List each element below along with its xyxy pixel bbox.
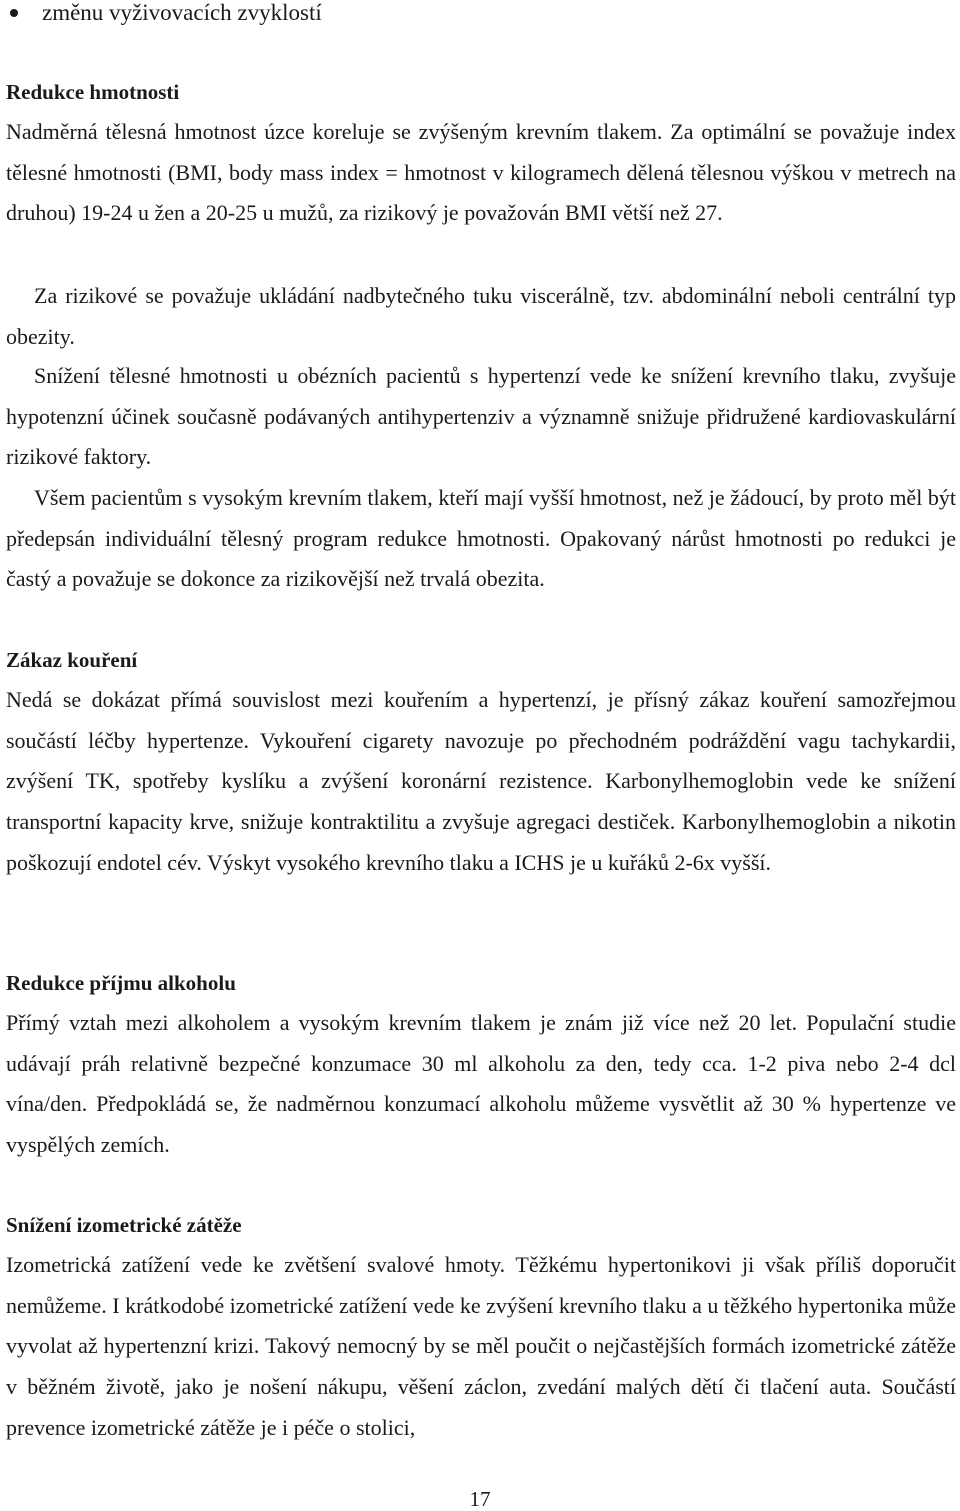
paragraph-weight-1: Nadměrná tělesná hmotnost úzce koreluje se zvýšeným krevním tlakem. Za optimální se považuje index tělesné hmotnosti (BMI, body mass index = hmotnost v kilogramech dělená tělesnou výškou v metrech na druhou) 19-24 u žen a 20-25 u mužů, za rizikový je považován BMI větší než 27. (6, 119, 956, 226)
paragraph-weight-4: Všem pacientům s vysokým krevním tlakem, kteří mají vyšší hmotnost, než je žádoucí, by proto měl být předepsán individuální tělesný program redukce hmotnosti. Opakovaný nárůst hmotnosti po redukci je častý a považuje se dokonce za rizikovější než trvalá obezita. (6, 485, 956, 592)
paragraph-weight-2: Za rizikové se považuje ukládání nadbytečného tuku viscerálně, tzv. abdominální neboli centrální typ obezity. (6, 283, 956, 349)
section-heading-alcohol-reduction: Redukce příjmu alkoholu (6, 971, 236, 995)
section-heading-smoking-ban: Zákaz kouření (6, 648, 138, 672)
paragraph-weight-3: Snížení tělesné hmotnosti u obézních pacientů s hypertenzí vede ke snížení krevního tlaku, zvyšuje hypotenzní účinek současně podávaných antihypertenziv a významně snižuje přidružené kardiovaskulární rizikové faktory. (6, 363, 956, 470)
paragraph-isometric-1: Izometrická zatížení vede ke zvětšení svalové hmoty. Těžkému hypertonikovi ji však příliš doporučit nemůžeme. I krátkodobé izometrické zatížení vede ke zvýšení krevního tlaku a u těžkého hypertonika může vyvolat až hypertenzní krizi. Takový nemocný by se měl poučit o nejčastějších formách izometrické zátěže v běžném životě, jako je nošení nákupu, věšení záclon, zvedání malých dětí či tlačení auta. Součástí prevence izometrické zátěže je i péče o stolici, (6, 1252, 956, 1440)
paragraph-alcohol-1: Přímý vztah mezi alkoholem a vysokým krevním tlakem je znám již více než 20 let. Populační studie udávají práh relativně bezpečné konzumace 30 ml alkoholu za den, tedy cca. 1-2 piva nebo 2-4 dcl vína/den. Předpokládá se, že nadměrnou konzumací alkoholu můžeme vysvětlit až 30 % hypertenze ve vyspělých zemích. (6, 1010, 956, 1158)
section-heading-isometric-load: Snížení izometrické zátěže (6, 1213, 242, 1237)
bullet-text: změnu vyživovacích zvyklostí (42, 0, 322, 25)
page-number: 17 (469, 1487, 491, 1511)
bullet-dot-icon (10, 9, 18, 17)
section-heading-weight-reduction: Redukce hmotnosti (6, 80, 180, 104)
bullet-item (10, 0, 322, 26)
paragraph-smoking-1: Nedá se dokázat přímá souvislost mezi kouřením a hypertenzí, je přísný zákaz kouření samozřejmou součástí léčby hypertenze. Vykouření cigarety navozuje po přechodném podráždění vagu tachykardii, zvýšení TK, spotřeby kyslíku a zvýšení koronární rezistence. Karbonylhemoglobin vede ke snížení transportní kapacity krve, snižuje kontraktilitu a zvyšuje agregaci destiček. Karbonylhemoglobin a nikotin poškozují endotel cév. Výskyt vysokého krevního tlaku a ICHS je u kuřáků 2-6x vyšší. (6, 687, 956, 875)
